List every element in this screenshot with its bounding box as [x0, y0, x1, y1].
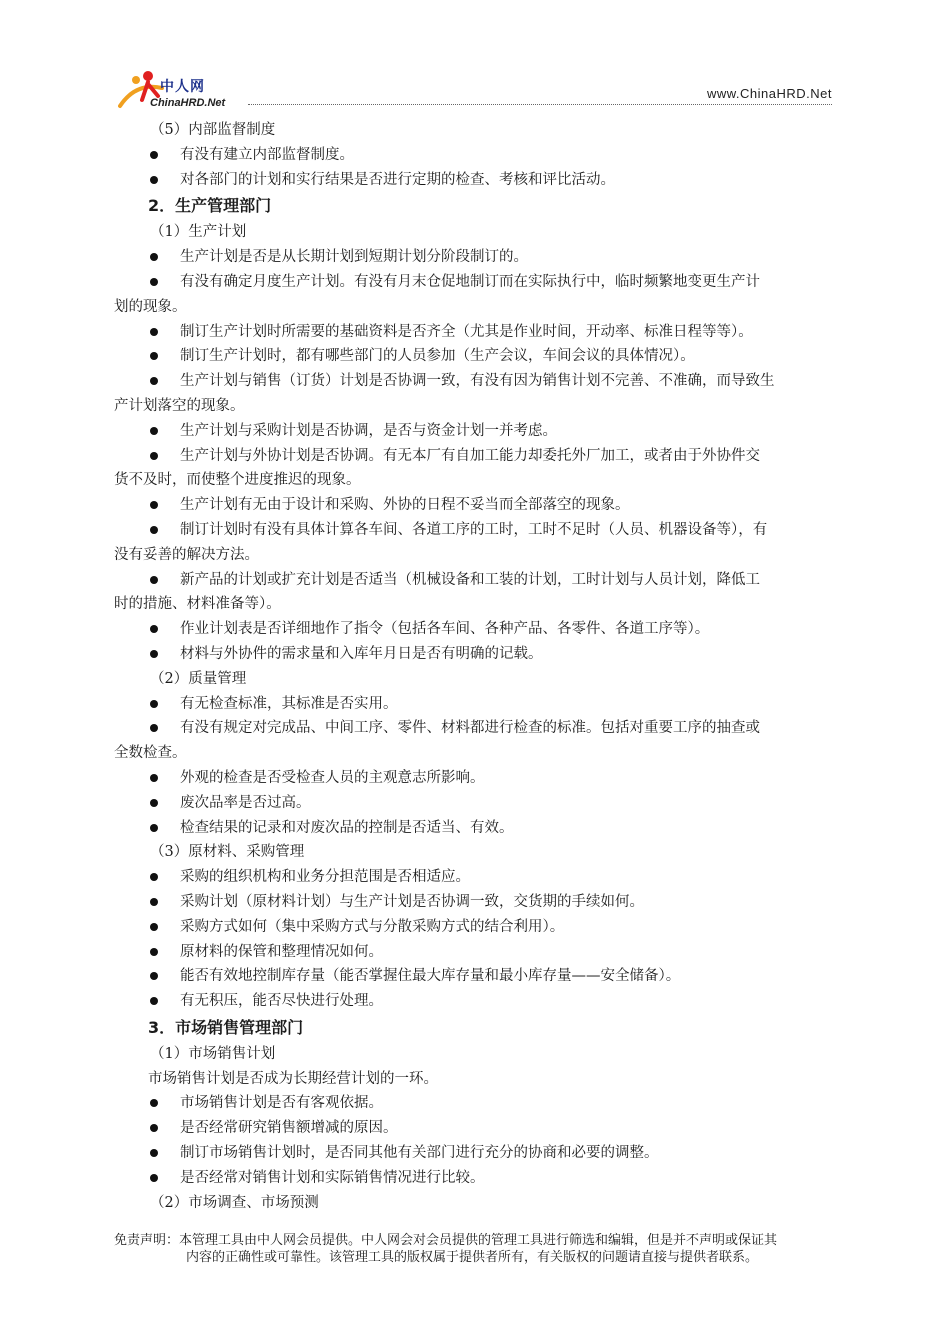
section-heading: 3．市场销售管理部门 [148, 1017, 304, 1037]
logo-chinese-name: 中人网 [160, 79, 205, 95]
section-heading: 2．生产管理部门 [148, 196, 272, 216]
list-item: 材料与外协件的需求量和入库年月日是否有明确的记载。 [114, 642, 838, 667]
list-item: 生产计划与采购计划是否协调，是否与资金计划一并考虑。 [114, 419, 838, 444]
header-divider [248, 104, 832, 105]
list-item-continuation: 货不及时，而使整个进度推迟的现象。 [114, 472, 361, 489]
list-item: 废次品率是否过高。 [114, 791, 838, 816]
paragraph: 市场销售计划是否成为长期经营计划的一环。 [148, 1070, 438, 1087]
list-item: 外观的检查是否受检查人员的主观意志所影响。 [114, 766, 838, 791]
bullet-icon [150, 328, 158, 336]
subsection-heading: （1）生产计划 [150, 224, 247, 241]
disclaimer-footer [114, 1232, 838, 1266]
bullet-icon [150, 923, 158, 931]
list-item: 有没有确定月度生产计划。有没有月末仓促地制订而在实际执行中，临时频繁地变更生产计 [114, 270, 838, 295]
document-body [114, 118, 838, 1215]
list-item: 是否经常对销售计划和实际销售情况进行比较。 [114, 1166, 838, 1191]
list-item: 制订计划时有没有具体计算各车间、各道工序的工时，工时不足时（人员、机器设备等），有 [114, 518, 838, 543]
bullet-icon [150, 427, 158, 435]
bullet-icon [150, 452, 158, 460]
list-item: 能否有效地控制库存量（能否掌握住最大库存量和最小库存量——安全储备）。 [114, 964, 838, 989]
list-item-continuation: 产计划落空的现象。 [114, 397, 245, 414]
list-item: 生产计划与销售（订货）计划是否协调一致，有没有因为销售计划不完善、不准确，而导致生 [114, 369, 838, 394]
list-item: 采购计划（原材料计划）与生产计划是否协调一致，交货期的手续如何。 [114, 890, 838, 915]
list-item: 生产计划是否是从长期计划到短期计划分阶段制订的。 [114, 245, 838, 270]
bullet-icon [150, 176, 158, 184]
logo-english-name: ChinaHRD.Net [150, 97, 226, 109]
list-item: 检查结果的记录和对废次品的控制是否适当、有效。 [114, 816, 838, 841]
bullet-icon [150, 1174, 158, 1182]
subsection-heading: （2）市场调查、市场预测 [150, 1194, 319, 1211]
list-item: 新产品的计划或扩充计划是否适当（机械设备和工装的计划，工时计划与人员计划，降低工 [114, 568, 838, 593]
bullet-icon [150, 898, 158, 906]
list-item: 制订生产计划时，都有哪些部门的人员参加（生产会议，车间会议的具体情况）。 [114, 344, 838, 369]
list-item: 有无检查标准，其标准是否实用。 [114, 692, 838, 717]
list-item-continuation: 没有妥善的解决方法。 [114, 546, 259, 563]
bullet-icon [150, 278, 158, 286]
site-url[interactable]: www.ChinaHRD.Net [706, 86, 832, 101]
list-item: 作业计划表是否详细地作了指令（包括各车间、各种产品、各零件、各道工序等）。 [114, 617, 838, 642]
list-item: 生产计划与外协计划是否协调。有无本厂有自加工能力却委托外厂加工，或者由于外协件交 [114, 444, 838, 469]
list-item: 生产计划有无由于设计和采购、外协的日程不妥当而全部落空的现象。 [114, 493, 838, 518]
bullet-icon [150, 576, 158, 584]
bullet-icon [150, 650, 158, 658]
list-item: 有无积压，能否尽快进行处理。 [114, 989, 838, 1014]
bullet-icon [150, 526, 158, 534]
bullet-icon [150, 700, 158, 708]
bullet-icon [150, 774, 158, 782]
bullet-icon [150, 824, 158, 832]
list-item: 采购方式如何（集中采购方式与分散采购方式的结合利用）。 [114, 915, 838, 940]
list-item: 对各部门的计划和实行结果是否进行定期的检查、考核和评比活动。 [114, 168, 838, 193]
disclaimer-line-2: 内容的正确性或可靠性。该管理工具的版权属于提供者所有，有关版权的问题请直接与提供者联系。 [186, 1250, 759, 1265]
list-item: 是否经常研究销售额增减的原因。 [114, 1116, 838, 1141]
subsection-heading: （3）原材料、采购管理 [150, 844, 305, 861]
bullet-icon [150, 948, 158, 956]
bullet-icon [150, 799, 158, 807]
page-header [0, 0, 950, 115]
list-item: 制订生产计划时所需要的基础资料是否齐全（尤其是作业时间，开动率、标准日程等等）。 [114, 320, 838, 345]
list-item-continuation: 划的现象。 [114, 298, 187, 315]
list-item: 采购的组织机构和业务分担范围是否相适应。 [114, 865, 838, 890]
bullet-icon [150, 151, 158, 159]
list-item: 有没有规定对完成品、中间工序、零件、材料都进行检查的标准。包括对重要工序的抽查或 [114, 716, 838, 741]
list-item: 原材料的保管和整理情况如何。 [114, 940, 838, 965]
subsection-heading: （1）市场销售计划 [150, 1045, 276, 1062]
disclaimer-line-1: 免责声明：本管理工具由中人网会员提供。中人网会对会员提供的管理工具进行筛选和编辑，但是并不声明或保证其 [114, 1233, 778, 1248]
subsection-heading: （2）质量管理 [150, 670, 247, 687]
list-item: 制订市场销售计划时，是否同其他有关部门进行充分的协商和必要的调整。 [114, 1141, 838, 1166]
list-item: 市场销售计划是否有客观依据。 [114, 1091, 838, 1116]
list-item-continuation: 时的措施、材料准备等）。 [114, 596, 281, 613]
subsection-heading: （5）内部监督制度 [150, 122, 276, 138]
list-item-continuation: 全数检查。 [114, 745, 187, 762]
list-item: 有没有建立内部监督制度。 [114, 143, 838, 168]
